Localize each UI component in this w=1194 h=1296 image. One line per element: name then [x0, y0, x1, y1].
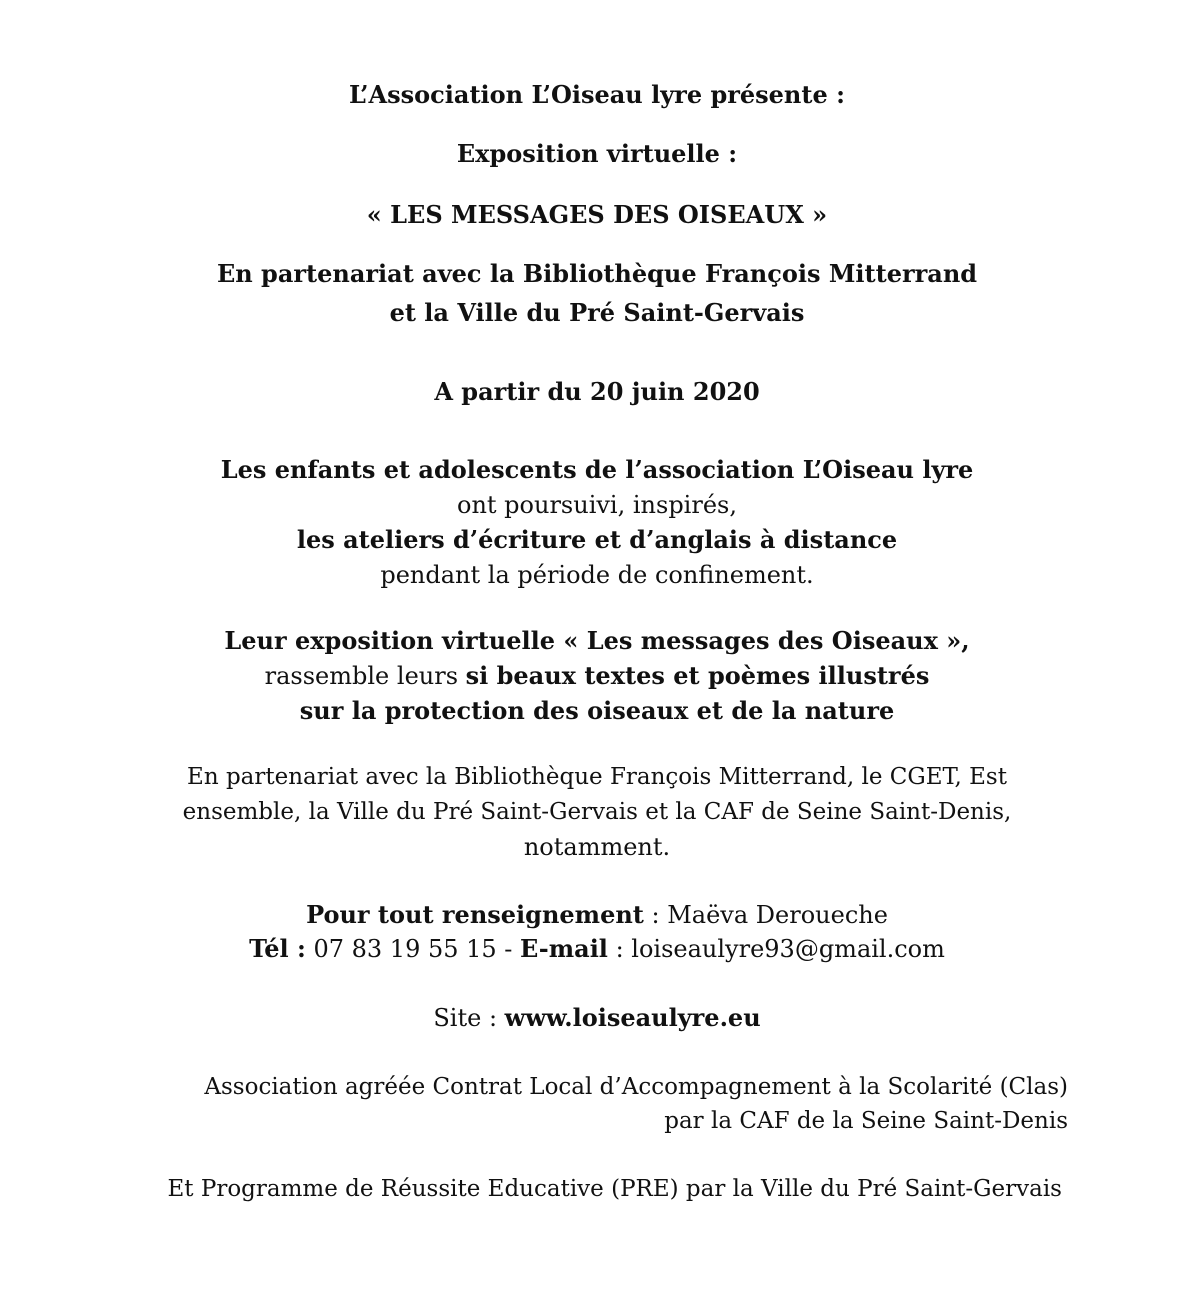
email-sep: : [607, 935, 632, 963]
p3-line-2: ensemble, la Ville du Pré Saint-Gervais et la CAF de Seine Saint-Denis, [182, 799, 1012, 825]
email-link[interactable]: loiseaulyre93@gmail.com [631, 935, 945, 963]
p3-line-3: notamment. [523, 833, 671, 861]
partner-line-1: En partenariat avec la Bibliothèque François Mitterrand [216, 259, 978, 288]
p2-line-2-bold: si beaux textes et poèmes illustrés [465, 661, 930, 690]
date-line: A partir du 20 juin 2020 [434, 377, 760, 406]
contact-info-label: Pour tout renseignement [306, 900, 644, 929]
p3-line-1: En partenariat avec la Bibliothèque François Mitterrand, le CGET, Est [187, 764, 1007, 790]
p1-line-2: ont poursuivi, inspirés, [457, 491, 737, 519]
presents-line: L’Association L’Oiseau lyre présente : [349, 80, 845, 109]
contact-tel-line [0, 932, 1194, 966]
expo-label: Exposition virtuelle : [456, 139, 738, 168]
p2-line-3: sur la protection des oiseaux et de la nature [299, 696, 895, 725]
contact-info-sep: : [643, 901, 668, 929]
site-line [0, 1001, 1194, 1035]
expo-title: « LES MESSAGES DES OISEAUX » [366, 200, 828, 229]
tel-value: 07 83 19 55 15 - [305, 935, 521, 963]
contact-name: Maëva Deroueche [667, 901, 888, 929]
p1-line-4: pendant la période de confinement. [380, 561, 814, 589]
contact-info-line [0, 898, 1194, 932]
p2-line-2-prefix: rassemble leurs [264, 662, 466, 690]
pre-line: Et Programme de Réussite Educative (PRE) par la Ville du Pré Saint-Gervais [167, 1176, 1062, 1202]
tel-label: Tél : [249, 934, 306, 963]
p1-line-1: Les enfants et adolescents de l’association L’Oiseau lyre [220, 455, 974, 484]
agree-line-1: Association agréée Contrat Local d’Accompagnement à la Scolarité (Clas) [204, 1074, 1068, 1100]
p1-line-3: les ateliers d’écriture et d’anglais à distance [296, 525, 898, 554]
email-label: E-mail [520, 934, 608, 963]
agree-line-2: par la CAF de la Seine Saint-Denis [664, 1108, 1068, 1134]
p2-line-1: Leur exposition virtuelle « Les messages des Oiseaux », [224, 626, 970, 655]
partner-line-2: et la Ville du Pré Saint-Gervais [389, 298, 805, 327]
p2-line-2 [0, 659, 1194, 693]
site-label: Site : [433, 1004, 505, 1032]
site-link[interactable]: www.loiseaulyre.eu [504, 1003, 761, 1032]
